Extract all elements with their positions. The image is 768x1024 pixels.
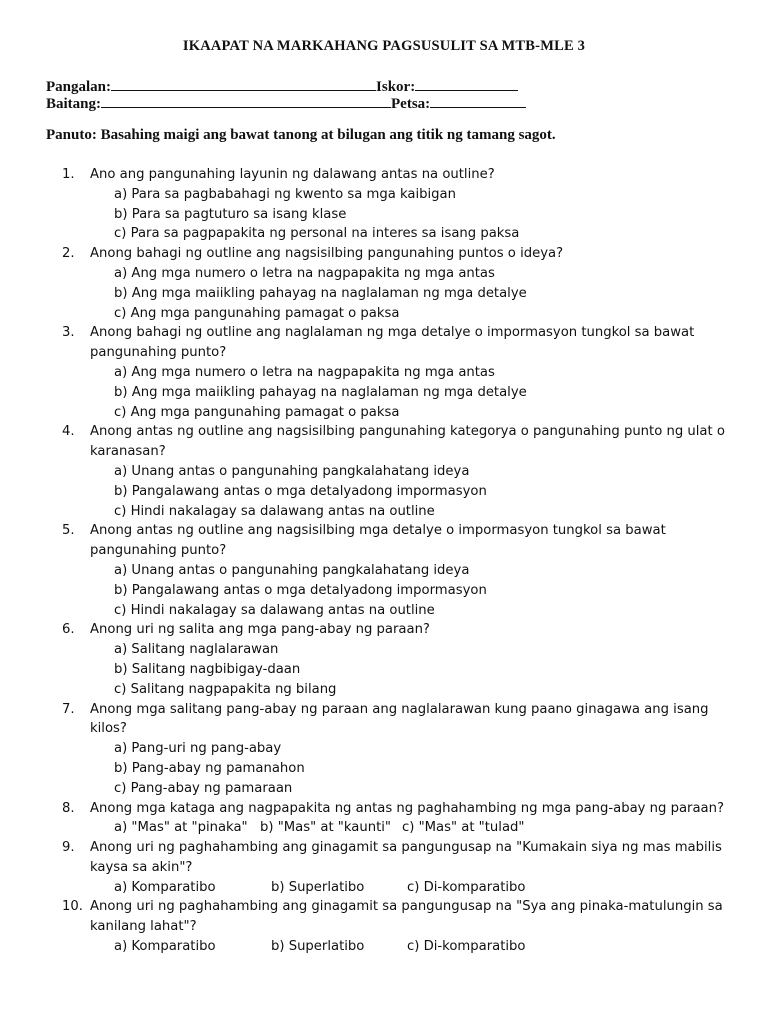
question-text: Anong bahagi ng outline ang nagsisilbing pangunahing puntos o ideya? (90, 246, 564, 262)
question-number: 6. (62, 622, 75, 638)
question-number: 5. (62, 523, 75, 539)
option-b[interactable]: b) Ang mga maiikling pahayag na naglalaman ng mga detalye (114, 384, 527, 400)
question-text: Anong bahagi ng outline ang naglalaman ng mga detalye o impormasyon tungkol sa bawat pangunahing punto? (90, 325, 695, 361)
question-text: Anong antas ng outline ang nagsisilbing mga detalye o impormasyon tungkol sa bawat pangunahing punto? (90, 523, 666, 559)
option-b[interactable]: b) Para sa pagtuturo sa isang klase (114, 206, 347, 222)
option-a[interactable]: a) Unang antas o pangunahing pangkalahatang ideya (114, 463, 470, 479)
option-c[interactable]: c) Ang mga pangunahing pamagat o paksa (114, 404, 400, 420)
option-b[interactable]: b) Superlatibo (271, 939, 365, 955)
question-1 (62, 165, 742, 185)
option-a[interactable]: a) Unang antas o pangunahing pangkalahatang ideya (114, 562, 470, 578)
option-a[interactable]: a) Komparatibo (114, 939, 216, 955)
question-text: Ano ang pangunahing layunin ng dalawang antas na outline? (90, 167, 495, 182)
question-8 (62, 799, 742, 819)
question-7 (62, 700, 742, 740)
inline-options (62, 878, 742, 898)
question-9 (62, 838, 742, 878)
option-a[interactable]: a) Para sa pagbabahagi ng kwento sa mga kaibigan (114, 186, 456, 202)
option-c[interactable]: c) Salitang nagpapakita ng bilang (114, 681, 337, 697)
option-c[interactable]: c) Ang mga pangunahing pamagat o paksa (114, 305, 400, 321)
option-a[interactable]: a) Pang-uri ng pang-abay (114, 741, 282, 757)
question-text: Anong uri ng paghahambing ang ginagamit sa pangungusap na "Kumakain siya ng mas mabilis kaysa sa akin"? (90, 840, 722, 875)
option-b[interactable]: b) Salitang nagbibigay-daan (114, 661, 301, 677)
question-number: 7. (62, 701, 75, 717)
question-text: Anong mga salitang pang-abay ng paraan ang naglalarawan kung paano ginagawa ang isang kilos? (90, 701, 709, 737)
question-number: 3. (62, 325, 75, 341)
option-a[interactable]: a) Komparatibo (114, 879, 216, 895)
question-number: 10. (62, 899, 83, 915)
question-3 (62, 323, 742, 363)
option-c[interactable]: c) "Mas" at "tulad" (402, 820, 525, 836)
question-text: Anong uri ng salita ang mga pang-abay ng paraan? (90, 622, 430, 638)
inline-options (62, 818, 742, 838)
question-number: 8. (62, 800, 75, 816)
option-c[interactable]: c) Di-komparatibo (407, 879, 526, 895)
question-number: 4. (62, 424, 75, 440)
option-b[interactable]: b) Ang mga maiikling pahayag na naglalaman ng mga detalye (114, 285, 527, 301)
option-b[interactable]: b) "Mas" at "kaunti" (260, 820, 391, 836)
option-b[interactable]: b) Pang-abay ng pamanahon (114, 760, 305, 776)
question-text: Anong uri ng paghahambing ang ginagamit sa pangungusap na "Sya ang pinaka-matulungin sa kanilang lahat"? (90, 899, 723, 935)
option-b[interactable]: b) Superlatibo (271, 879, 365, 895)
option-c[interactable]: c) Para sa pagpapakita ng personal na interes sa isang paksa (114, 226, 520, 242)
option-a[interactable]: a) "Mas" at "pinaka" (114, 820, 248, 836)
petsa-blank[interactable] (430, 93, 526, 108)
pangalan-blank[interactable] (111, 76, 376, 91)
question-list (62, 165, 742, 957)
grade-date-row (46, 93, 526, 113)
page-title: IKAAPAT NA MARKAHANG PAGSUSULIT SA MTB-MLE 3 (182, 38, 586, 54)
question-6 (62, 620, 742, 640)
option-a[interactable]: a) Ang mga numero o letra na nagpapakita ng mga antas (114, 265, 495, 281)
question-number: 1. (62, 167, 75, 182)
question-5 (62, 521, 742, 561)
inline-options (62, 937, 742, 957)
option-a[interactable]: a) Salitang naglalarawan (114, 642, 279, 658)
instructions: Panuto: Basahing maigi ang bawat tanong at bilugan ang titik ng tamang sagot. (46, 127, 556, 143)
iskor-blank[interactable] (415, 76, 518, 91)
option-b[interactable]: b) Pangalawang antas o mga detalyadong impormasyon (114, 483, 487, 499)
question-text: Anong mga kataga ang nagpapakita ng antas ng paghahambing ng mga pang-abay ng paraan? (90, 800, 724, 816)
question-number: 9. (62, 840, 75, 856)
option-b[interactable]: b) Pangalawang antas o mga detalyadong impormasyon (114, 582, 487, 598)
question-10 (62, 897, 742, 937)
baitang-blank[interactable] (101, 93, 391, 108)
question-4 (62, 422, 742, 462)
question-number: 2. (62, 246, 75, 262)
option-c[interactable]: c) Hindi nakalagay sa dalawang antas na outline (114, 602, 435, 618)
baitang-label: Baitang: (46, 96, 102, 112)
iskor-label: Iskor: (376, 79, 416, 95)
option-c[interactable]: c) Di-komparatibo (407, 939, 526, 955)
question-text: Anong antas ng outline ang nagsisilbing pangunahing kategorya o pangunahing punto ng ulat o karanasan? (90, 424, 725, 460)
option-c[interactable]: c) Pang-abay ng pamaraan (114, 780, 293, 796)
pangalan-label: Pangalan: (46, 79, 112, 95)
petsa-label: Petsa: (391, 96, 431, 112)
option-c[interactable]: c) Hindi nakalagay sa dalawang antas na outline (114, 503, 435, 519)
option-a[interactable]: a) Ang mga numero o letra na nagpapakita ng mga antas (114, 364, 495, 380)
question-2 (62, 244, 742, 264)
